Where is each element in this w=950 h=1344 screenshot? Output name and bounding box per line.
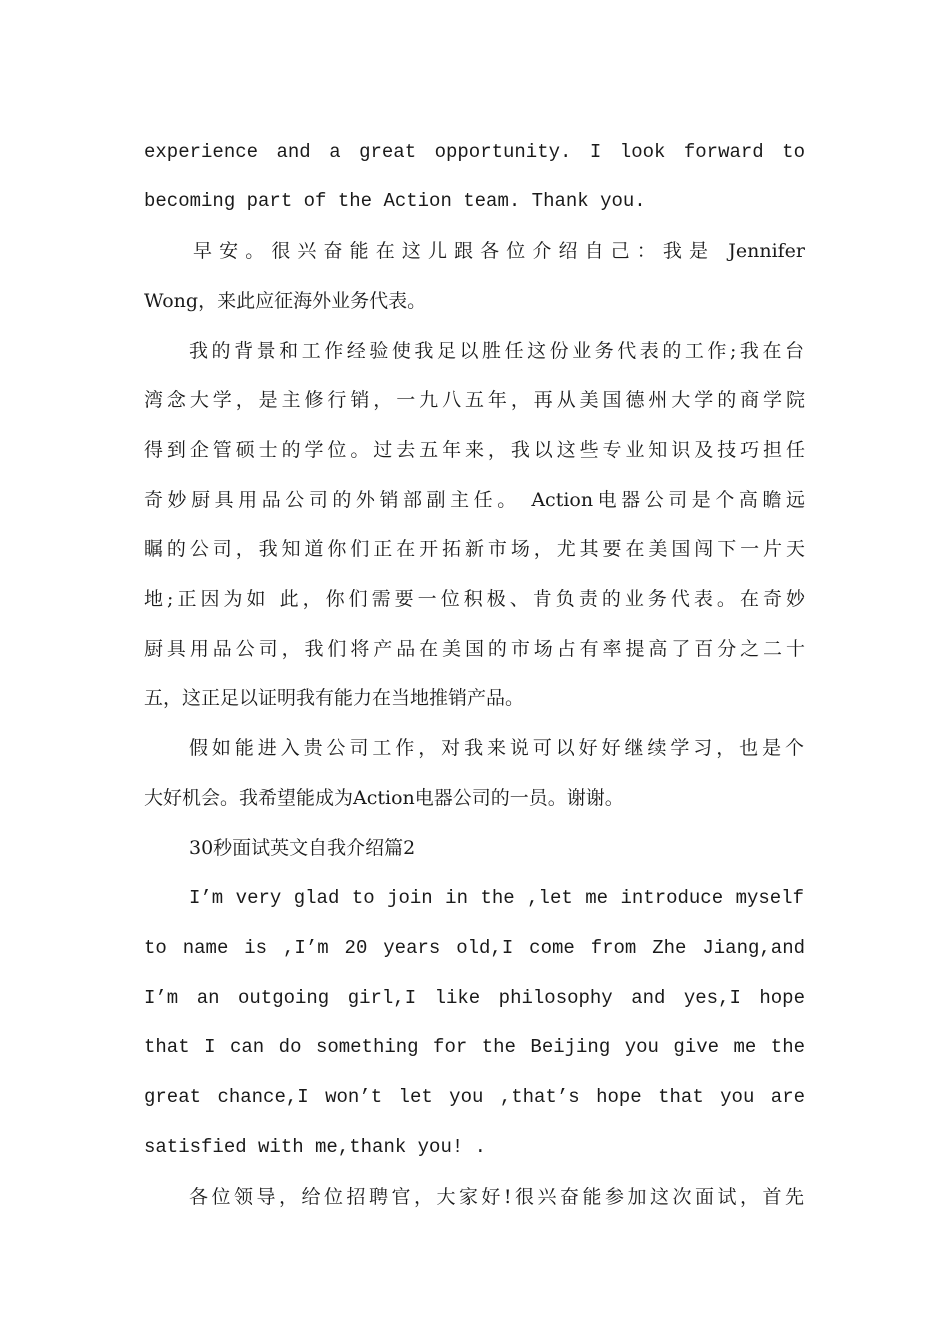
text-line: 早安。很兴奋能在这儿跟各位介绍自己：我是 Jennifer (193, 240, 805, 262)
text-line: great chance,I won’t let you ,that’s hope that you are (144, 1086, 805, 1108)
text-line: 大好机会。我希望能成为Action电器公司的一员。谢谢。 (144, 787, 624, 809)
text-line: 地;正因为如 此，你们需要一位积极、肯负责的业务代表。在奇妙 (144, 588, 805, 610)
text-line: 得到企管硕士的学位。过去五年来，我以这些专业知识及技巧担任 (144, 439, 805, 461)
text-line: to name is ,I’m 20 years old,I come from Zhe Jiang,and (144, 937, 805, 959)
text-line: becoming part of the Action team. Thank you. (144, 190, 646, 212)
text-line: 湾念大学，是主修行销，一九八五年，再从美国德州大学的商学院 (144, 389, 805, 411)
text-line: 厨具用品公司，我们将产品在美国的市场占有率提高了百分之二十 (144, 638, 805, 660)
text-line: Wong，来此应征海外业务代表。 (144, 290, 427, 312)
text-line: I’m an outgoing girl,I like philosophy and yes,I hope (144, 987, 805, 1009)
text-line: 奇妙厨具用品公司的外销部副主任。 Action电器公司是个高瞻远 (144, 489, 805, 511)
text-line: 我的背景和工作经验使我足以胜任这份业务代表的工作;我在台 (189, 340, 804, 362)
text-line: 各位领导，给位招聘官，大家好!很兴奋能参加这次面试，首先 (189, 1186, 804, 1208)
text-line: 假如能进入贵公司工作，对我来说可以好好继续学习，也是个 (189, 737, 804, 759)
text-line: that I can do something for the Beijing you give me the (144, 1036, 805, 1058)
text-line: 瞩的公司，我知道你们正在开拓新市场，尤其要在美国闯下一片天 (144, 538, 805, 560)
text-line: 五，这正足以证明我有能力在当地推销产品。 (144, 687, 525, 709)
text-line: experience and a great opportunity. I look forward to (144, 141, 805, 163)
section-heading: 30秒面试英文自我介绍篇2 (189, 837, 416, 859)
text-line: satisfied with me,thank you! . (144, 1136, 487, 1158)
text-line: I’m very glad to join in the ,let me introduce myself (189, 887, 804, 909)
